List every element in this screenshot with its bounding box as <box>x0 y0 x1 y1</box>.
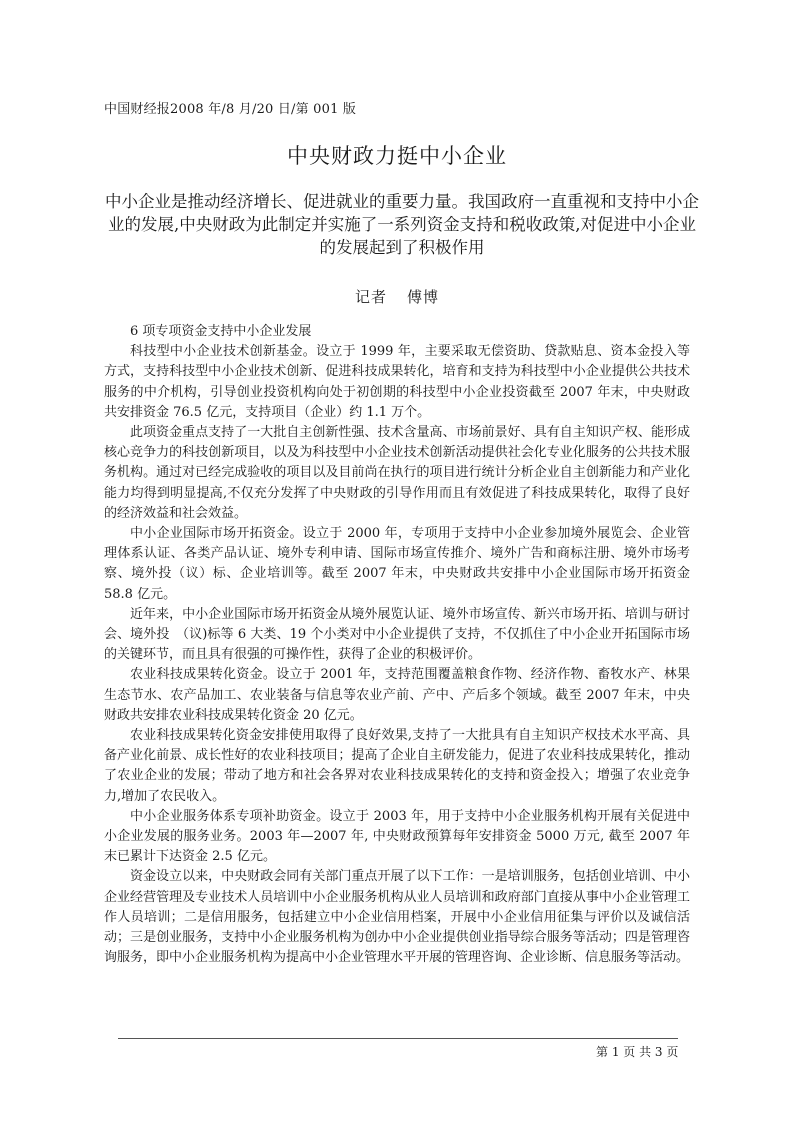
body-paragraph: 农业科技成果转化资金安排使用取得了良好效果,支持了一大批具有自主知识产权技术水平高、具备产业化前景、成长性好的农业科技项目；提高了企业自主研发能力，促进了农业科技成果转化，推动了农业企业的发展；带动了地方和社会各界对农业科技成果转化的支持和资金投入；增强了农业竞争力,增加了农民收入。 <box>104 728 690 804</box>
section-heading: 6 项专项资金支持中小企业发展 <box>130 324 312 339</box>
author-byline <box>0 286 794 307</box>
body-paragraph: 中小企业国际市场开拓资金。设立于 2000 年，专项用于支持中小企业参加境外展览会、企业管理体系认证、各类产品认证、境外专利申请、国际市场宣传推介、境外广告和商标注册、境外市场考察、境外投（议）标、企业培训等。截至 2007 年末，中央财政共安排中小企业国际市场开拓资金 58.8 亿元。 <box>104 526 690 602</box>
article-title: 中央财政力挺中小企业 <box>287 144 507 168</box>
footer-divider <box>118 1038 678 1039</box>
body-paragraph: 此项资金重点支持了一大批自主创新性强、技术含量高、市场前景好、具有自主知识产权、能形成核心竞争力的科技创新项目，以及为科技型中小企业技术创新活动提供社会化专业化服务的公共技术服务机构。通过对已经完成验收的项目以及目前尚在执行的项目进行统计分析企业自主创新能力和产业化能力均得到明显提高,不仅充分发挥了中央财政的引导作用而且有效促进了科技成果转化，取得了良好的经济效益和社会效益。 <box>104 425 690 521</box>
article-subtitle: 中小企业是推动经济增长、促进就业的重要力量。我国政府一直重视和支持中小企业的发展,中央财政为此制定并实施了一系列资金支持和税收政策,对促进中小企业的发展起到了积极作用 <box>105 192 699 257</box>
body-paragraph: 农业科技成果转化资金。设立于 2001 年，支持范围覆盖粮食作物、经济作物、畜牧水产、林果生态节水、农产品加工、农业装备与信息等农业产前、产中、产后多个领域。截至 2007 年末，中央财政共安排农业科技成果转化资金 20 亿元。 <box>104 667 690 723</box>
author-label: 记者 <box>354 288 387 306</box>
page-indicator: 第 1 页 共 3 页 <box>596 1045 679 1059</box>
body-paragraph: 近年来，中小企业国际市场开拓资金从境外展览认证、境外市场宣传、新兴市场开拓、培训与研讨会、境外投 （议)标等 6 大类、19 个小类对中小企业提供了支持，不仅抓住了中小企业开拓国际市场的关键环节，而且具有很强的可操作性，获得了企业的积极评价。 <box>104 606 690 663</box>
source-line: 中国财经报2008 年/8 月/20 日/第 001 版 <box>104 102 357 117</box>
body-paragraph: 资金设立以来，中央财政会同有关部门重点开展了以下工作：一是培训服务，包括创业培训、中小企业经营管理及专业技术人员培训中小企业服务机构从业人员培训和政府部门直接从事中小企业管理工作人员培训；二是信用服务，包括建立中小企业信用档案，开展中小企业信用征集与评价以及诚信活动；三是创业服务，支持中小企业服务机构为创办中小企业提供创业指导综合服务等活动；四是管理咨询服务，即中小企业服务机构为提高中小企业管理水平开展的管理咨询、企业诊断、信息服务等活动。 <box>104 869 690 966</box>
author-name: 傅博 <box>407 288 440 306</box>
body-paragraph: 中小企业服务体系专项补助资金。设立于 2003 年，用于支持中小企业服务机构开展有关促进中小企业发展的服务业务。2003 年—2007 年, 中央财政预算每年安排资金 5000 万元, 截至 2007 年末已累计下达资金 2.5 亿元。 <box>104 808 690 865</box>
article-body <box>104 322 690 969</box>
body-paragraph: 科技型中小企业技术创新基金。设立于 1999 年，主要采取无偿资助、贷款贴息、资本金投入等方式，支持科技型中小企业技术创新、促进科技成果转化，培育和支持为科技型中小企业提供公共技术服务的中介机构，引导创业投资机构向处于初创期的科技型中小企业投资截至 2007 年末，中央财政共安排资金 76.5 亿元，支持项目（企业）约 1.1 万个。 <box>104 344 690 420</box>
